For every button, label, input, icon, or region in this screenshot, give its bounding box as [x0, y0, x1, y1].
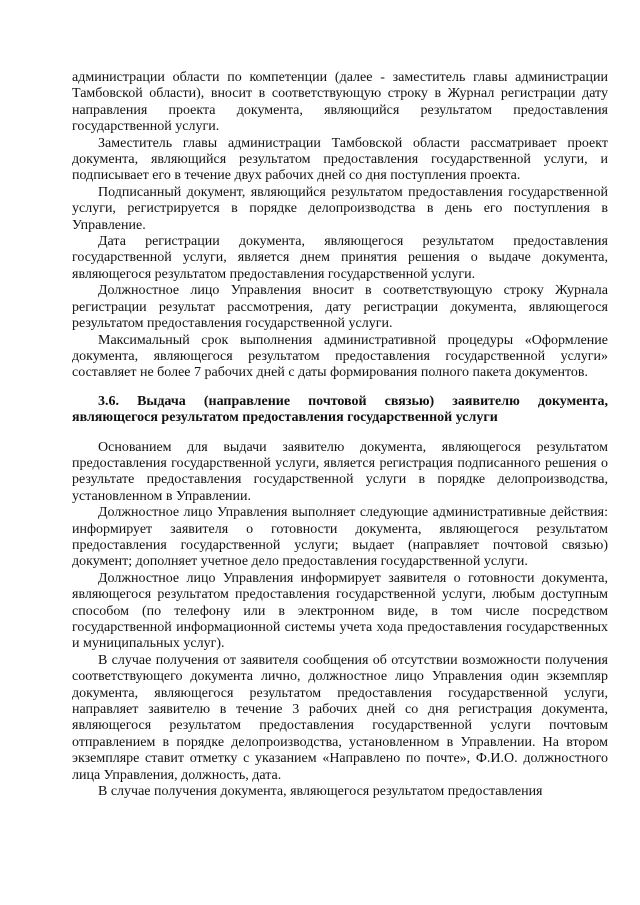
paragraph: Должностное лицо Управления информирует заявителя о готовности документа, являющегося результатом предоставления государственной услуги, любым доступным способом (по телефону или в электронном виде, в том числе посредством государственной информационной системы учета хода предоставления государственных и муниципальных услуг).	[72, 570, 608, 652]
paragraph: Должностное лицо Управления вносит в соответствующую строку Журнала регистрации результат рассмотрения, дату регистрации документа, являющегося результатом предоставления государственной услуги.	[72, 283, 608, 332]
paragraph: Заместитель главы администрации Тамбовской области рассматривает проект документа, являющийся результатом предоставления государственной услуги, и подписывает его в течение двух рабочих дней со дня поступления проекта.	[72, 135, 608, 184]
section-heading: 3.6. Выдача (направление почтовой связью) заявителю документа, являющегося результатом предоставления государственной услуги	[72, 393, 608, 426]
paragraph: Дата регистрации документа, являющегося результатом предоставления государственной услуги, является днем принятия решения о выдаче документа, являющегося результатом предоставления государственной услуги.	[72, 234, 608, 282]
paragraph: Подписанный документ, являющийся результатом предоставления государственной услуги, регистрируется в порядке делопроизводства в день его поступления в Управление.	[72, 184, 608, 233]
document-body	[72, 70, 608, 800]
paragraph-continuation: администрации области по компетенции (далее - заместитель главы администрации Тамбовской области), вносит в соответствующую строку в Журнал регистрации дату направления проекта документа, являющийся результатом предоставления государственной услуги.	[72, 70, 608, 135]
paragraph: Основанием для выдачи заявителю документа, являющегося результатом предоставления государственной услуги, является регистрация подписанного решения о результате предоставления государственной услуги в порядке делопроизводства, установленном в Управлении.	[72, 439, 608, 504]
paragraph: Максимальный срок выполнения административной процедуры «Оформление документа, являющегося результатом предоставления государственной услуги» составляет не более 7 рабочих дней с даты формирования полного пакета документов.	[72, 332, 608, 381]
paragraph: В случае получения от заявителя сообщения об отсутствии возможности получения соответствующего документа лично, должностное лицо Управления один экземпляр документа, являющегося результатом предоставления государственной услуги, направляет заявителю в течение 3 рабочих дней со дня регистрация документа, являющегося результатом предоставления государственной услуги почтовым отправлением в порядке делопроизводства, установленном в Управлении. На втором экземпляре ставит отметку с указанием «Направлено по почте», Ф.И.О. должностного лица Управления, должность, дата.	[72, 652, 608, 783]
paragraph: В случае получения документа, являющегося результатом предоставления	[98, 784, 543, 800]
paragraph: Должностное лицо Управления выполняет следующие административные действия: информирует заявителя о готовности документа, являющегося результатом предоставления государственной услуги; выдает (направляет почтовой связью) документ; дополняет учетное дело предоставления государственной услуги.	[72, 505, 608, 570]
